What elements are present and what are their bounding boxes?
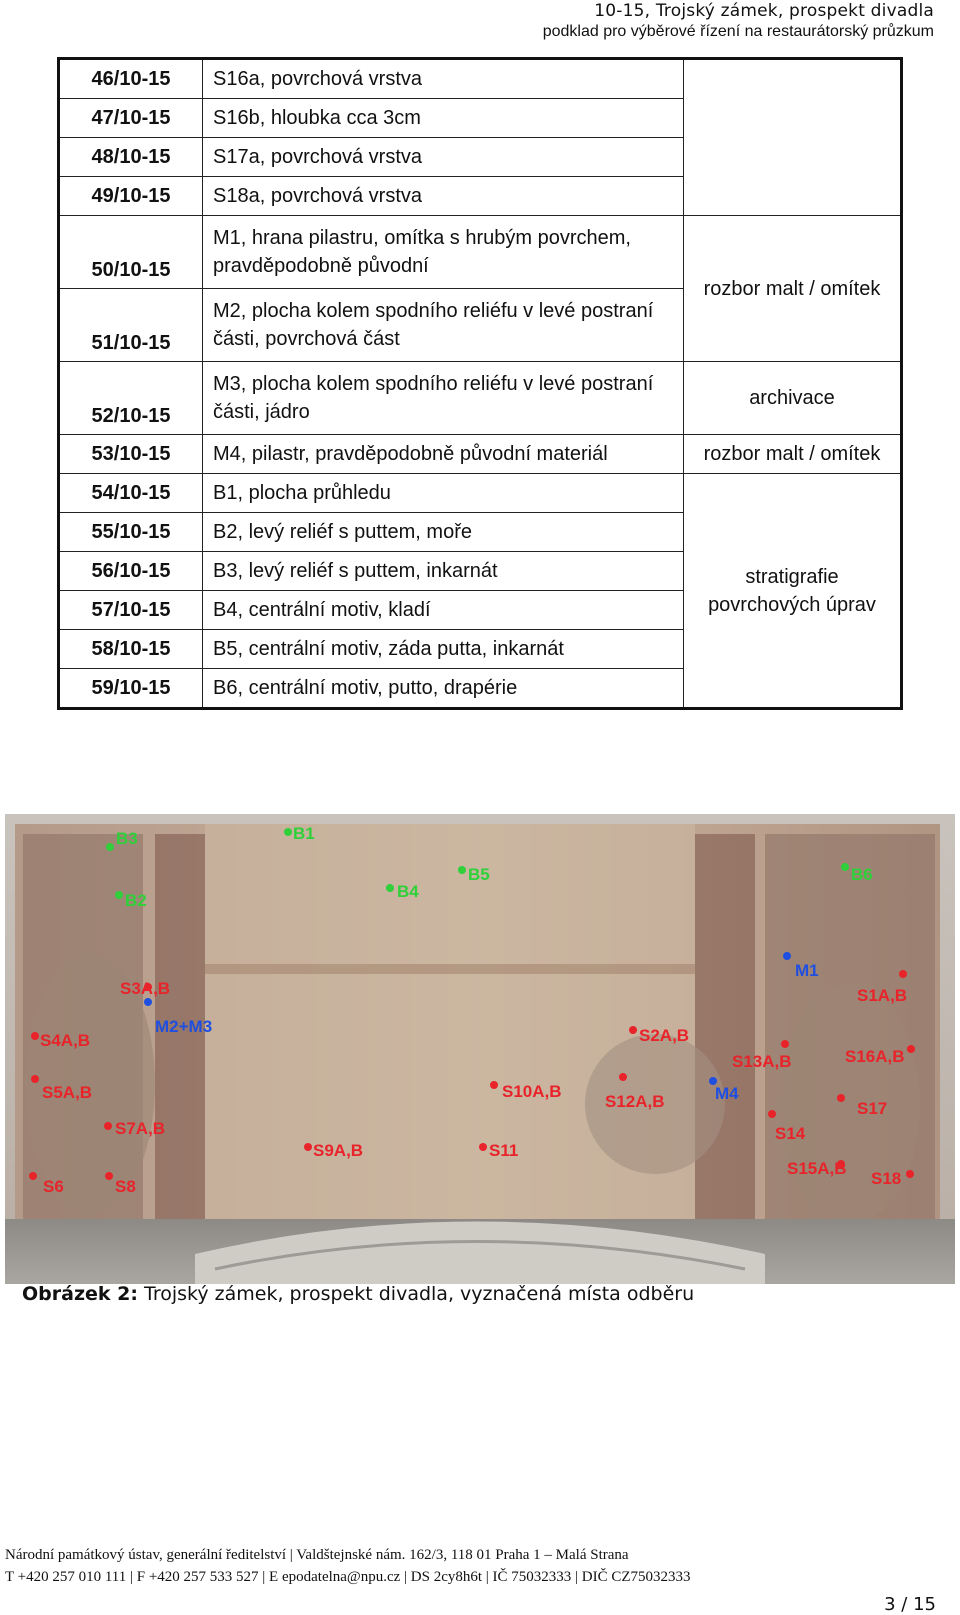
sample-id: 59/10-15	[59, 669, 203, 709]
facade-photo	[5, 814, 955, 1284]
sample-id: 53/10-15	[59, 435, 203, 474]
svg-text:B1: B1	[293, 824, 315, 843]
svg-text:B4: B4	[397, 882, 419, 901]
footer-contacts: T +420 257 010 111 | F +420 257 533 527 | E epodatelna@npu.cz | DS 2cy8h6t | IČ 75032333 | DIČ CZ75032333	[5, 1569, 691, 1585]
marker-s16	[845, 1045, 915, 1066]
caption-text: Trojský zámek, prospekt divadla, vyznačená místa odběru	[137, 1283, 695, 1305]
central-panel	[205, 824, 695, 1244]
svg-text:M4: M4	[715, 1084, 739, 1103]
header-subtitle: podklad pro výběrové řízení na restaurátorský průzkum	[542, 23, 934, 40]
samples-table	[57, 57, 903, 710]
svg-text:M1: M1	[795, 961, 819, 980]
sample-id: 49/10-15	[59, 177, 203, 216]
sample-description: B6, centrální motiv, putto, drapérie	[203, 669, 684, 709]
sample-id: 52/10-15	[59, 362, 203, 435]
purpose-strat-line1: stratigrafie	[745, 565, 839, 588]
right-relief	[780, 984, 920, 1224]
page-footer	[5, 1544, 691, 1588]
svg-text:B3: B3	[116, 829, 138, 848]
table-row	[59, 59, 902, 99]
svg-text:M2+M3: M2+M3	[155, 1017, 213, 1036]
sample-description: B3, levý reliéf s puttem, inkarnát	[203, 552, 684, 591]
sample-description: B2, levý reliéf s puttem, moře	[203, 513, 684, 552]
purpose-stratigraphy	[684, 474, 902, 709]
sample-description: M3, plocha kolem spodního reliéfu v levé postraní části, jádro	[203, 362, 684, 435]
svg-text:S17: S17	[857, 1099, 888, 1118]
svg-text:B6: B6	[851, 865, 873, 884]
figure-caption	[22, 1283, 694, 1305]
purpose-mortar-2: rozbor malt / omítek	[684, 435, 902, 474]
svg-text:S13A,B: S13A,B	[732, 1052, 792, 1071]
svg-text:S7A,B: S7A,B	[115, 1119, 166, 1138]
sample-id: 50/10-15	[59, 216, 203, 289]
svg-text:S3A,B: S3A,B	[120, 979, 171, 998]
svg-text:S1A,B: S1A,B	[857, 986, 908, 1005]
sample-description: S16b, hloubka cca 3cm	[203, 99, 684, 138]
svg-text:S8: S8	[115, 1177, 136, 1196]
marker-s15	[787, 1159, 847, 1178]
svg-text:S15A,B: S15A,B	[787, 1159, 847, 1178]
svg-text:S14: S14	[775, 1124, 806, 1143]
sample-description: B1, plocha průhledu	[203, 474, 684, 513]
sample-id: 47/10-15	[59, 99, 203, 138]
caption-label: Obrázek 2:	[22, 1283, 138, 1305]
svg-text:S2A,B: S2A,B	[639, 1026, 690, 1045]
purpose-archive: archivace	[684, 362, 902, 435]
svg-text:S10A,B: S10A,B	[502, 1082, 562, 1101]
page-number: 3 / 15	[884, 1594, 936, 1615]
sample-description: S16a, povrchová vrstva	[203, 59, 684, 99]
page-header	[543, 0, 934, 42]
marker-s3	[120, 979, 170, 998]
left-inner-pilaster	[155, 834, 205, 1244]
svg-text:S4A,B: S4A,B	[40, 1031, 91, 1050]
sample-description: M2, plocha kolem spodního reliéfu v levé postraní části, povrchová část	[203, 289, 684, 362]
purpose-mortar: rozbor malt / omítek	[684, 216, 902, 362]
header-title: 10-15, Trojský zámek, prospekt divadla	[594, 1, 934, 21]
marker-s4	[31, 1031, 90, 1050]
table-row	[59, 474, 902, 513]
footer-address: Národní památkový ústav, generální ředitelství | Valdštejnské nám. 162/3, 118 01 Praha 1 – Malá Strana	[5, 1547, 629, 1563]
sample-id: 54/10-15	[59, 474, 203, 513]
sample-description: S18a, povrchová vrstva	[203, 177, 684, 216]
svg-text:B5: B5	[468, 865, 490, 884]
sample-description: B5, centrální motiv, záda putta, inkarnát	[203, 630, 684, 669]
cornice	[205, 964, 695, 974]
purpose-strat-line2: povrchových úprav	[708, 593, 876, 616]
purpose-cell-empty	[684, 59, 902, 216]
sample-id: 51/10-15	[59, 289, 203, 362]
sample-description: M1, hrana pilastru, omítka s hrubým povrchem, pravděpodobně původní	[203, 216, 684, 289]
sample-description: M4, pilastr, pravděpodobně původní materiál	[203, 435, 684, 474]
table-row	[59, 216, 902, 289]
svg-text:S16A,B: S16A,B	[845, 1047, 905, 1066]
svg-text:B2: B2	[125, 891, 147, 910]
table-row	[59, 362, 902, 435]
sample-id: 56/10-15	[59, 552, 203, 591]
svg-text:S9A,B: S9A,B	[313, 1141, 364, 1160]
sample-id: 48/10-15	[59, 138, 203, 177]
sample-id: 55/10-15	[59, 513, 203, 552]
right-inner-pilaster	[695, 834, 755, 1244]
sample-description: B4, centrální motiv, kladí	[203, 591, 684, 630]
svg-text:S18: S18	[871, 1169, 902, 1188]
svg-text:S6: S6	[43, 1177, 64, 1196]
svg-text:S5A,B: S5A,B	[42, 1083, 93, 1102]
svg-text:S11: S11	[489, 1141, 519, 1160]
facade-photo-svg	[5, 814, 955, 1284]
sample-id: 46/10-15	[59, 59, 203, 99]
sample-id: 57/10-15	[59, 591, 203, 630]
table-row	[59, 435, 902, 474]
marker-s9	[304, 1141, 363, 1160]
sample-id: 58/10-15	[59, 630, 203, 669]
svg-text:S12A,B: S12A,B	[605, 1092, 665, 1111]
sample-description: S17a, povrchová vrstva	[203, 138, 684, 177]
